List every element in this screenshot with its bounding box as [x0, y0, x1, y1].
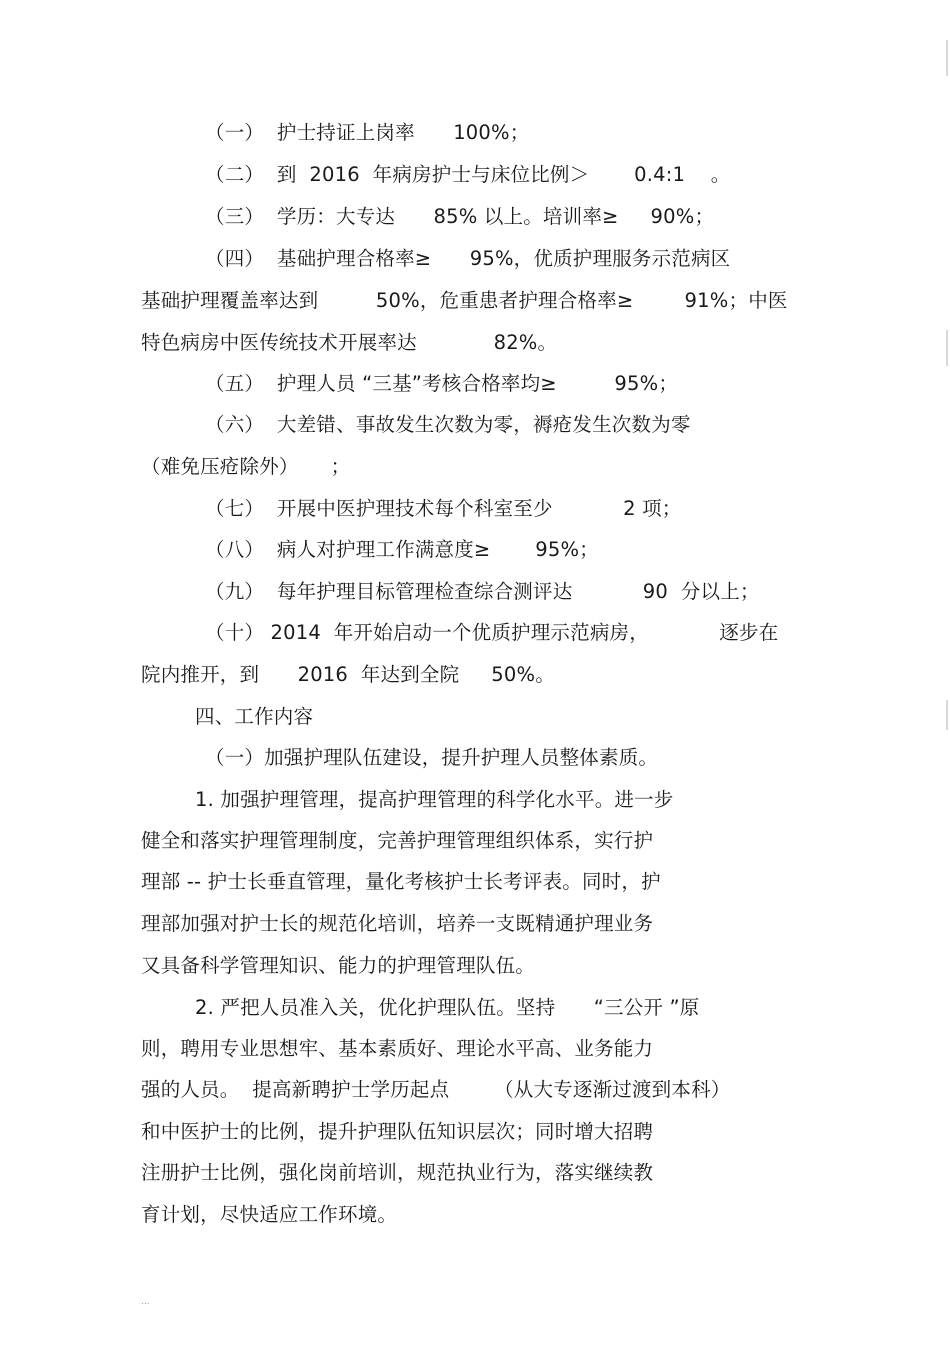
- item-2-line-5: 注册护士比例，强化岗前培训，规范执业行为，落实继续教: [141, 1161, 654, 1184]
- goal-line-10-cont: 院内推开，到 2016 年达到全院 50%。: [141, 663, 555, 686]
- goal-line-6-cont: （难免压疮除外） ；: [141, 455, 351, 478]
- goal-line-1: （一） 护士持证上岗率 100%；: [205, 121, 530, 144]
- goal-line-2: （二） 到 2016 年病房护士与床位比例＞ 0.4:1 。: [205, 163, 731, 186]
- goal-line-4-cont-1: 基础护理覆盖率达到 50%，危重患者护理合格率≥ 91%；中医: [141, 289, 788, 312]
- goal-line-4: （四） 基础护理合格率≥ 95%，优质护理服务示范病区: [205, 247, 731, 270]
- item-1-line-3: 理部 -- 护士长垂直管理，量化考核护士长考评表。同时，护: [141, 870, 661, 893]
- item-2-line-2: 则，聘用专业思想牢、基本素质好、理论水平高、业务能力: [141, 1037, 654, 1060]
- item-2-line-6: 育计划，尽快适应工作环境。: [141, 1203, 398, 1226]
- goal-line-7: （七） 开展中医护理技术每个科室至少 2 项；: [205, 497, 682, 520]
- item-1-line-1: 1. 加强护理管理，提高护理管理的科学化水平。进一步: [195, 788, 674, 811]
- goal-line-9: （九） 每年护理目标管理检查综合测评达 90 分以上；: [205, 580, 760, 603]
- item-2-line-4: 和中医护士的比例，提升护理队伍知识层次；同时增大招聘: [141, 1120, 654, 1143]
- goal-line-6: （六） 大差错、事故发生次数为零，褥疮发生次数为零: [205, 413, 691, 436]
- item-2-line-3: 强的人员。 提高新聘护士学历起点 （从大专逐渐过渡到本科）: [141, 1078, 731, 1101]
- goal-line-8: （八） 病人对护理工作满意度≥ 95%；: [205, 538, 599, 561]
- item-1-line-4: 理部加强对护士长的规范化培训，培养一支既精通护理业务: [141, 912, 654, 935]
- goal-line-10: （十） 2014 年开始启动一个优质护理示范病房， 逐步在: [205, 621, 779, 644]
- page-footer-mark: ...: [141, 1297, 150, 1307]
- item-1-line-5: 又具备科学管理知识、能力的护理管理队伍。: [141, 954, 536, 977]
- goal-line-5: （五） 护理人员 “三基”考核合格率均≥ 95%；: [205, 372, 679, 395]
- item-2-line-1: 2. 严把人员准入关，优化护理队伍。坚持 “三公开 ”原: [195, 996, 700, 1019]
- right-edge-mark-middle: [946, 330, 948, 366]
- subsection-heading-1: （一）加强护理队伍建设，提升护理人员整体素质。: [205, 746, 659, 769]
- goal-line-3: （三） 学历：大专达 85% 以上。培训率≥ 90%；: [205, 205, 715, 228]
- goal-line-4-cont-2: 特色病房中医传统技术开展率达 82%。: [141, 331, 558, 354]
- section-heading-work-content: 四、工作内容: [195, 705, 314, 728]
- right-edge-mark-top: [946, 40, 948, 76]
- item-1-line-2: 健全和落实护理管理制度，完善护理管理组织体系，实行护: [141, 829, 654, 852]
- right-edge-mark-bottom: [946, 700, 948, 730]
